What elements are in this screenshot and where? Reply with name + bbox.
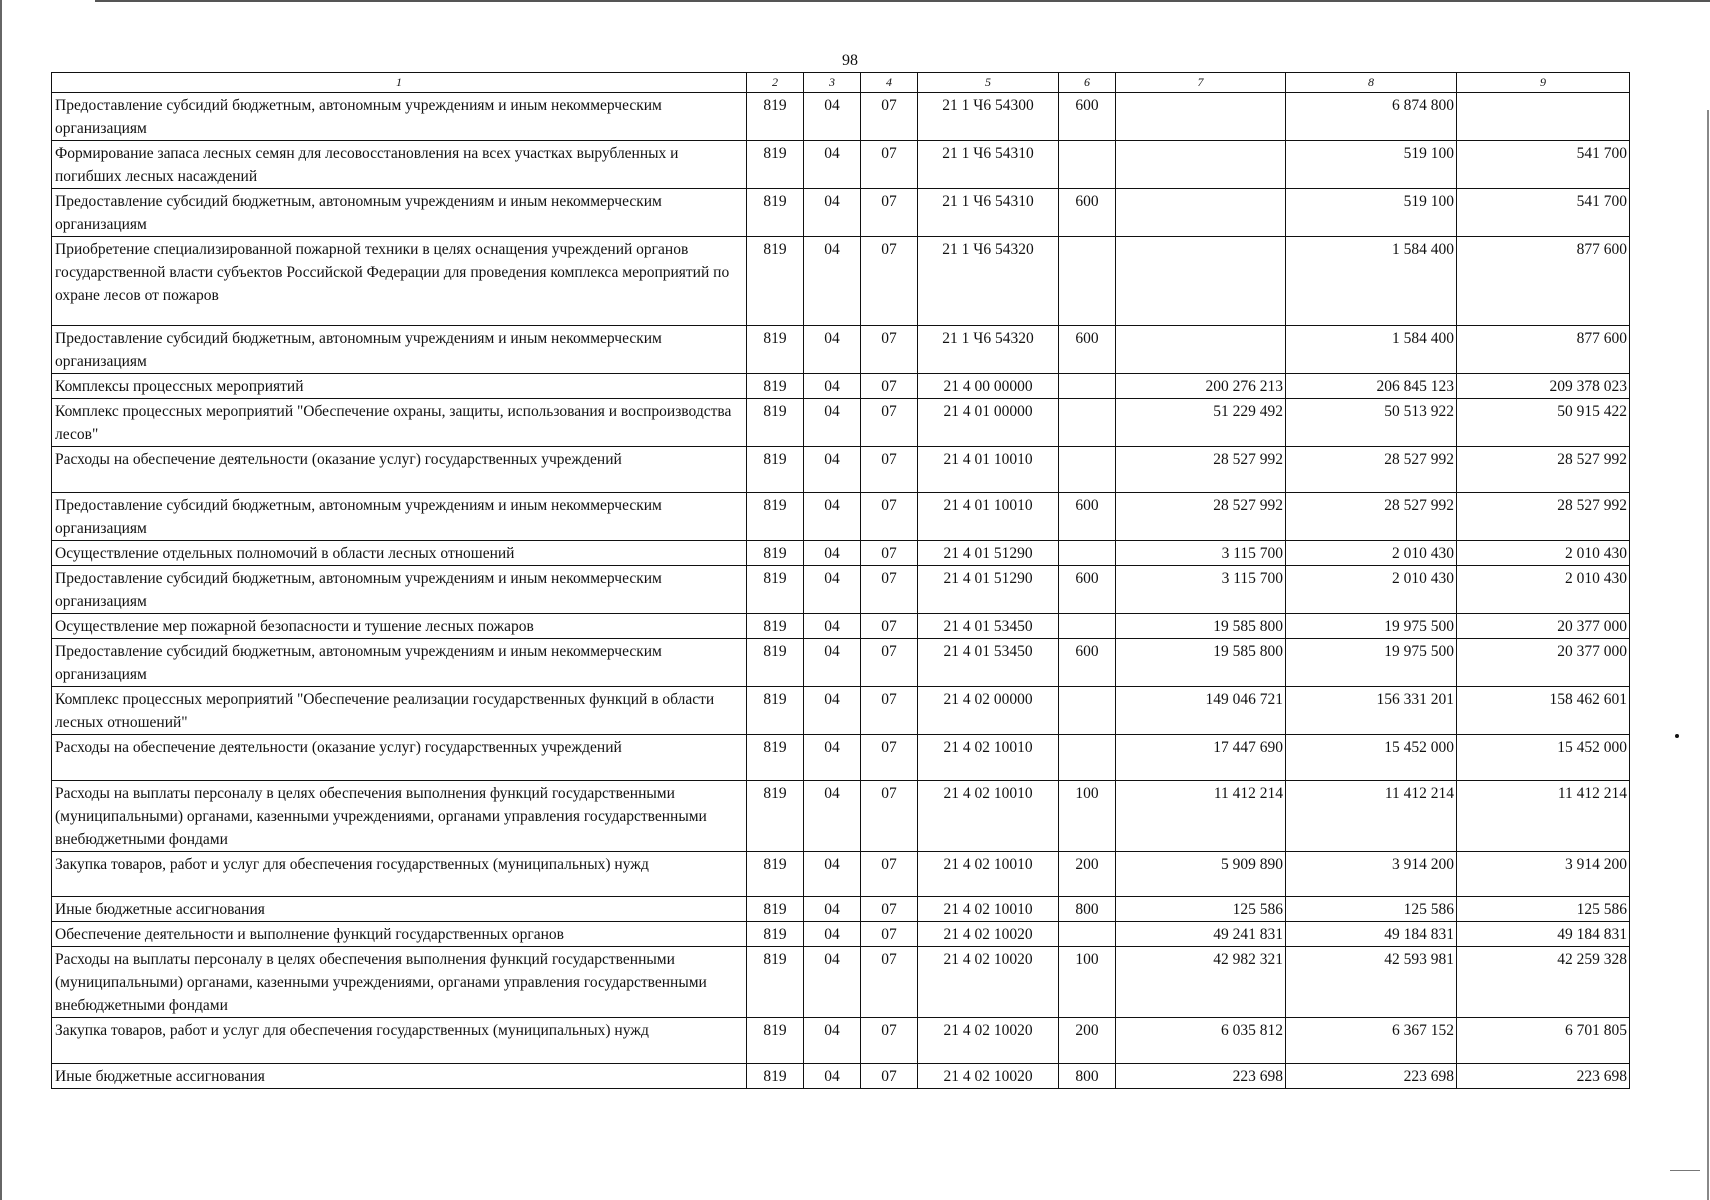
cell-amount-col8: 2 010 430 <box>1286 566 1457 614</box>
cell-amount-col9: 28 527 992 <box>1457 493 1630 541</box>
cell-amount-col8: 28 527 992 <box>1286 447 1457 493</box>
cell-code-expense-type: 100 <box>1059 947 1116 1018</box>
cell-description: Комплекс процессных мероприятий "Обеспечение реализации государственных функций в области лесных отношений" <box>52 687 747 735</box>
cell-code-target: 21 4 02 10010 <box>918 897 1059 922</box>
cell-amount-col7: 200 276 213 <box>1116 374 1286 399</box>
cell-code-subsection: 07 <box>861 897 918 922</box>
cell-code-ministry: 819 <box>747 614 804 639</box>
table-row <box>52 922 1630 947</box>
table-row <box>52 897 1630 922</box>
cell-amount-col9: 49 184 831 <box>1457 922 1630 947</box>
cell-code-subsection: 07 <box>861 852 918 897</box>
cell-code-section: 04 <box>804 493 861 541</box>
cell-description: Иные бюджетные ассигнования <box>52 897 747 922</box>
cell-code-expense-type <box>1059 237 1116 326</box>
cell-code-ministry: 819 <box>747 735 804 781</box>
cell-code-subsection: 07 <box>861 735 918 781</box>
cell-description: Обеспечение деятельности и выполнение функций государственных органов <box>52 922 747 947</box>
cell-code-ministry: 819 <box>747 1064 804 1089</box>
cell-description: Предоставление субсидий бюджетным, автономным учреждениям и иным некоммерческим организациям <box>52 639 747 687</box>
cell-amount-col9: 28 527 992 <box>1457 447 1630 493</box>
cell-code-expense-type <box>1059 922 1116 947</box>
cell-code-expense-type <box>1059 141 1116 189</box>
cell-amount-col7: 6 035 812 <box>1116 1018 1286 1064</box>
table-row <box>52 735 1630 781</box>
cell-description: Расходы на выплаты персоналу в целях обеспечения выполнения функций государственными (муниципальными) органами, казенными учреждениями, органами управления государственными внебюджетными фондами <box>52 781 747 852</box>
cell-code-expense-type <box>1059 687 1116 735</box>
table-row <box>52 852 1630 897</box>
cell-code-subsection: 07 <box>861 326 918 374</box>
cell-amount-col9: 223 698 <box>1457 1064 1630 1089</box>
cell-description: Закупка товаров, работ и услуг для обеспечения государственных (муниципальных) нужд <box>52 1018 747 1064</box>
cell-code-section: 04 <box>804 93 861 141</box>
table-row <box>52 639 1630 687</box>
cell-code-target: 21 1 Ч6 54320 <box>918 237 1059 326</box>
cell-amount-col9: 877 600 <box>1457 326 1630 374</box>
cell-amount-col9: 541 700 <box>1457 141 1630 189</box>
page-number: 98 <box>842 52 858 69</box>
budget-table <box>51 72 1630 1089</box>
cell-description: Расходы на обеспечение деятельности (оказание услуг) государственных учреждений <box>52 447 747 493</box>
cell-code-target: 21 1 Ч6 54300 <box>918 93 1059 141</box>
cell-code-target: 21 4 02 10010 <box>918 852 1059 897</box>
cell-amount-col9: 541 700 <box>1457 189 1630 237</box>
cell-amount-col8: 2 010 430 <box>1286 541 1457 566</box>
cell-code-ministry: 819 <box>747 781 804 852</box>
cell-code-section: 04 <box>804 1018 861 1064</box>
scan-edge-left <box>0 0 2 1200</box>
cell-amount-col7 <box>1116 93 1286 141</box>
cell-amount-col8: 3 914 200 <box>1286 852 1457 897</box>
cell-amount-col7 <box>1116 141 1286 189</box>
cell-code-ministry: 819 <box>747 947 804 1018</box>
cell-code-ministry: 819 <box>747 1018 804 1064</box>
cell-code-subsection: 07 <box>861 687 918 735</box>
cell-code-subsection: 07 <box>861 141 918 189</box>
cell-amount-col9: 15 452 000 <box>1457 735 1630 781</box>
table-row <box>52 541 1630 566</box>
cell-code-target: 21 4 01 10010 <box>918 493 1059 541</box>
cell-amount-col7 <box>1116 237 1286 326</box>
cell-code-ministry: 819 <box>747 326 804 374</box>
cell-description: Формирование запаса лесных семян для лесовосстановления на всех участках вырубленных и погибших лесных насаждений <box>52 141 747 189</box>
column-number: 7 <box>1116 73 1286 93</box>
cell-amount-col8: 42 593 981 <box>1286 947 1457 1018</box>
cell-code-target: 21 4 02 10020 <box>918 1064 1059 1089</box>
cell-code-target: 21 4 01 51290 <box>918 566 1059 614</box>
cell-description: Предоставление субсидий бюджетным, автономным учреждениям и иным некоммерческим организациям <box>52 566 747 614</box>
cell-amount-col8: 156 331 201 <box>1286 687 1457 735</box>
cell-code-expense-type: 800 <box>1059 1064 1116 1089</box>
cell-code-section: 04 <box>804 614 861 639</box>
cell-code-expense-type <box>1059 447 1116 493</box>
cell-amount-col8: 49 184 831 <box>1286 922 1457 947</box>
cell-code-target: 21 4 02 10010 <box>918 735 1059 781</box>
cell-code-subsection: 07 <box>861 399 918 447</box>
cell-amount-col8: 15 452 000 <box>1286 735 1457 781</box>
table-row <box>52 493 1630 541</box>
table-row <box>52 781 1630 852</box>
cell-code-target: 21 4 01 10010 <box>918 447 1059 493</box>
cell-description: Осуществление отдельных полномочий в области лесных отношений <box>52 541 747 566</box>
cell-code-subsection: 07 <box>861 541 918 566</box>
cell-amount-col9: 42 259 328 <box>1457 947 1630 1018</box>
cell-code-target: 21 4 01 51290 <box>918 541 1059 566</box>
column-number-row <box>52 73 1630 93</box>
cell-description: Предоставление субсидий бюджетным, автономным учреждениям и иным некоммерческим организациям <box>52 189 747 237</box>
cell-description: Закупка товаров, работ и услуг для обеспечения государственных (муниципальных) нужд <box>52 852 747 897</box>
cell-code-subsection: 07 <box>861 447 918 493</box>
cell-description: Предоставление субсидий бюджетным, автономным учреждениям и иным некоммерческим организациям <box>52 93 747 141</box>
cell-code-ministry: 819 <box>747 922 804 947</box>
cell-amount-col8: 1 584 400 <box>1286 237 1457 326</box>
budget-table-body <box>52 73 1630 1089</box>
table-row <box>52 947 1630 1018</box>
cell-description: Иные бюджетные ассигнования <box>52 1064 747 1089</box>
cell-code-section: 04 <box>804 566 861 614</box>
cell-code-ministry: 819 <box>747 541 804 566</box>
cell-amount-col7: 11 412 214 <box>1116 781 1286 852</box>
cell-amount-col7: 17 447 690 <box>1116 735 1286 781</box>
cell-code-subsection: 07 <box>861 781 918 852</box>
cell-amount-col7 <box>1116 189 1286 237</box>
cell-code-section: 04 <box>804 639 861 687</box>
cell-amount-col8: 519 100 <box>1286 189 1457 237</box>
cell-amount-col8: 28 527 992 <box>1286 493 1457 541</box>
cell-code-subsection: 07 <box>861 639 918 687</box>
cell-amount-col8: 519 100 <box>1286 141 1457 189</box>
cell-amount-col8: 125 586 <box>1286 897 1457 922</box>
column-number: 1 <box>52 73 747 93</box>
cell-code-section: 04 <box>804 852 861 897</box>
cell-amount-col7: 49 241 831 <box>1116 922 1286 947</box>
cell-description: Предоставление субсидий бюджетным, автономным учреждениям и иным некоммерческим организациям <box>52 493 747 541</box>
cell-code-ministry: 819 <box>747 189 804 237</box>
cell-code-section: 04 <box>804 897 861 922</box>
cell-code-ministry: 819 <box>747 566 804 614</box>
cell-code-ministry: 819 <box>747 897 804 922</box>
cell-code-target: 21 4 02 00000 <box>918 687 1059 735</box>
cell-amount-col7: 3 115 700 <box>1116 541 1286 566</box>
cell-code-expense-type <box>1059 735 1116 781</box>
cell-amount-col7 <box>1116 326 1286 374</box>
cell-code-target: 21 4 02 10020 <box>918 947 1059 1018</box>
cell-amount-col7: 3 115 700 <box>1116 566 1286 614</box>
cell-amount-col9: 3 914 200 <box>1457 852 1630 897</box>
cell-code-section: 04 <box>804 189 861 237</box>
cell-code-expense-type: 600 <box>1059 639 1116 687</box>
cell-code-expense-type: 100 <box>1059 781 1116 852</box>
cell-code-target: 21 4 01 53450 <box>918 614 1059 639</box>
cell-amount-col7: 28 527 992 <box>1116 447 1286 493</box>
cell-amount-col7: 19 585 800 <box>1116 614 1286 639</box>
cell-amount-col7: 51 229 492 <box>1116 399 1286 447</box>
cell-amount-col9 <box>1457 93 1630 141</box>
table-row <box>52 399 1630 447</box>
cell-code-target: 21 4 02 10020 <box>918 922 1059 947</box>
cell-code-ministry: 819 <box>747 93 804 141</box>
cell-code-section: 04 <box>804 781 861 852</box>
cell-description: Осуществление мер пожарной безопасности и тушение лесных пожаров <box>52 614 747 639</box>
cell-code-section: 04 <box>804 447 861 493</box>
cell-code-expense-type <box>1059 541 1116 566</box>
cell-amount-col9: 2 010 430 <box>1457 541 1630 566</box>
cell-code-subsection: 07 <box>861 1018 918 1064</box>
cell-code-section: 04 <box>804 947 861 1018</box>
cell-code-ministry: 819 <box>747 639 804 687</box>
cell-description: Расходы на обеспечение деятельности (оказание услуг) государственных учреждений <box>52 735 747 781</box>
cell-amount-col7: 28 527 992 <box>1116 493 1286 541</box>
scan-mark <box>1670 1170 1700 1171</box>
table-row <box>52 614 1630 639</box>
cell-code-subsection: 07 <box>861 493 918 541</box>
cell-amount-col8: 19 975 500 <box>1286 639 1457 687</box>
cell-code-section: 04 <box>804 374 861 399</box>
cell-code-target: 21 4 01 53450 <box>918 639 1059 687</box>
column-number: 8 <box>1286 73 1457 93</box>
scan-edge-right <box>1707 110 1709 1200</box>
cell-code-section: 04 <box>804 1064 861 1089</box>
table-row <box>52 93 1630 141</box>
cell-amount-col8: 1 584 400 <box>1286 326 1457 374</box>
cell-code-section: 04 <box>804 922 861 947</box>
column-number: 4 <box>861 73 918 93</box>
cell-code-section: 04 <box>804 687 861 735</box>
column-number: 6 <box>1059 73 1116 93</box>
cell-code-expense-type: 800 <box>1059 897 1116 922</box>
cell-code-target: 21 1 Ч6 54320 <box>918 326 1059 374</box>
table-row <box>52 1064 1630 1089</box>
column-number: 3 <box>804 73 861 93</box>
cell-amount-col8: 50 513 922 <box>1286 399 1457 447</box>
cell-code-expense-type: 600 <box>1059 493 1116 541</box>
cell-code-target: 21 4 00 00000 <box>918 374 1059 399</box>
cell-description: Комплекс процессных мероприятий "Обеспечение охраны, защиты, использования и воспроизводства лесов" <box>52 399 747 447</box>
cell-amount-col8: 11 412 214 <box>1286 781 1457 852</box>
scan-edge-top <box>95 0 1710 2</box>
cell-code-ministry: 819 <box>747 374 804 399</box>
cell-code-expense-type <box>1059 399 1116 447</box>
cell-amount-col9: 11 412 214 <box>1457 781 1630 852</box>
cell-description: Комплексы процессных мероприятий <box>52 374 747 399</box>
table-row <box>52 687 1630 735</box>
cell-code-section: 04 <box>804 735 861 781</box>
cell-code-subsection: 07 <box>861 237 918 326</box>
cell-code-subsection: 07 <box>861 614 918 639</box>
cell-code-section: 04 <box>804 326 861 374</box>
cell-description: Предоставление субсидий бюджетным, автономным учреждениям и иным некоммерческим организациям <box>52 326 747 374</box>
cell-amount-col8: 206 845 123 <box>1286 374 1457 399</box>
cell-amount-col9: 2 010 430 <box>1457 566 1630 614</box>
cell-amount-col7: 149 046 721 <box>1116 687 1286 735</box>
cell-code-target: 21 4 01 00000 <box>918 399 1059 447</box>
column-number: 5 <box>918 73 1059 93</box>
cell-code-expense-type: 600 <box>1059 326 1116 374</box>
cell-code-subsection: 07 <box>861 93 918 141</box>
cell-code-expense-type: 600 <box>1059 566 1116 614</box>
cell-code-section: 04 <box>804 237 861 326</box>
cell-amount-col7: 5 909 890 <box>1116 852 1286 897</box>
cell-code-target: 21 1 Ч6 54310 <box>918 189 1059 237</box>
cell-code-ministry: 819 <box>747 141 804 189</box>
cell-amount-col9: 20 377 000 <box>1457 614 1630 639</box>
cell-amount-col7: 42 982 321 <box>1116 947 1286 1018</box>
cell-code-expense-type: 200 <box>1059 852 1116 897</box>
cell-code-section: 04 <box>804 541 861 566</box>
cell-amount-col9: 209 378 023 <box>1457 374 1630 399</box>
cell-code-section: 04 <box>804 399 861 447</box>
cell-code-target: 21 4 02 10010 <box>918 781 1059 852</box>
cell-amount-col9: 877 600 <box>1457 237 1630 326</box>
cell-code-subsection: 07 <box>861 189 918 237</box>
cell-code-expense-type: 200 <box>1059 1018 1116 1064</box>
table-row <box>52 447 1630 493</box>
cell-amount-col7: 223 698 <box>1116 1064 1286 1089</box>
cell-code-section: 04 <box>804 141 861 189</box>
cell-amount-col8: 19 975 500 <box>1286 614 1457 639</box>
cell-code-subsection: 07 <box>861 1064 918 1089</box>
table-row <box>52 237 1630 326</box>
column-number: 9 <box>1457 73 1630 93</box>
cell-code-subsection: 07 <box>861 374 918 399</box>
cell-amount-col8: 6 367 152 <box>1286 1018 1457 1064</box>
cell-amount-col9: 125 586 <box>1457 897 1630 922</box>
cell-code-target: 21 4 02 10020 <box>918 1018 1059 1064</box>
table-row <box>52 374 1630 399</box>
cell-amount-col8: 6 874 800 <box>1286 93 1457 141</box>
cell-code-subsection: 07 <box>861 947 918 1018</box>
cell-code-ministry: 819 <box>747 399 804 447</box>
table-row <box>52 566 1630 614</box>
table-row <box>52 1018 1630 1064</box>
table-row <box>52 189 1630 237</box>
cell-code-target: 21 1 Ч6 54310 <box>918 141 1059 189</box>
cell-amount-col8: 223 698 <box>1286 1064 1457 1089</box>
cell-code-expense-type <box>1059 614 1116 639</box>
cell-code-ministry: 819 <box>747 852 804 897</box>
cell-code-subsection: 07 <box>861 566 918 614</box>
cell-code-ministry: 819 <box>747 237 804 326</box>
cell-amount-col7: 125 586 <box>1116 897 1286 922</box>
cell-description: Приобретение специализированной пожарной техники в целях оснащения учреждений органов государственной власти субъектов Российской Федерации для проведения комплекса мероприятий по охране лесов от пожаров <box>52 237 747 326</box>
cell-code-ministry: 819 <box>747 687 804 735</box>
cell-amount-col9: 50 915 422 <box>1457 399 1630 447</box>
cell-code-ministry: 819 <box>747 447 804 493</box>
cell-amount-col9: 6 701 805 <box>1457 1018 1630 1064</box>
cell-code-expense-type: 600 <box>1059 189 1116 237</box>
cell-description: Расходы на выплаты персоналу в целях обеспечения выполнения функций государственными (муниципальными) органами, казенными учреждениями, органами управления государственными внебюджетными фондами <box>52 947 747 1018</box>
column-number: 2 <box>747 73 804 93</box>
cell-code-expense-type: 600 <box>1059 93 1116 141</box>
table-row <box>52 326 1630 374</box>
cell-amount-col9: 158 462 601 <box>1457 687 1630 735</box>
cell-code-expense-type <box>1059 374 1116 399</box>
cell-amount-col7: 19 585 800 <box>1116 639 1286 687</box>
stray-dot <box>1675 734 1679 738</box>
cell-amount-col9: 20 377 000 <box>1457 639 1630 687</box>
cell-code-ministry: 819 <box>747 493 804 541</box>
table-row <box>52 141 1630 189</box>
cell-code-subsection: 07 <box>861 922 918 947</box>
